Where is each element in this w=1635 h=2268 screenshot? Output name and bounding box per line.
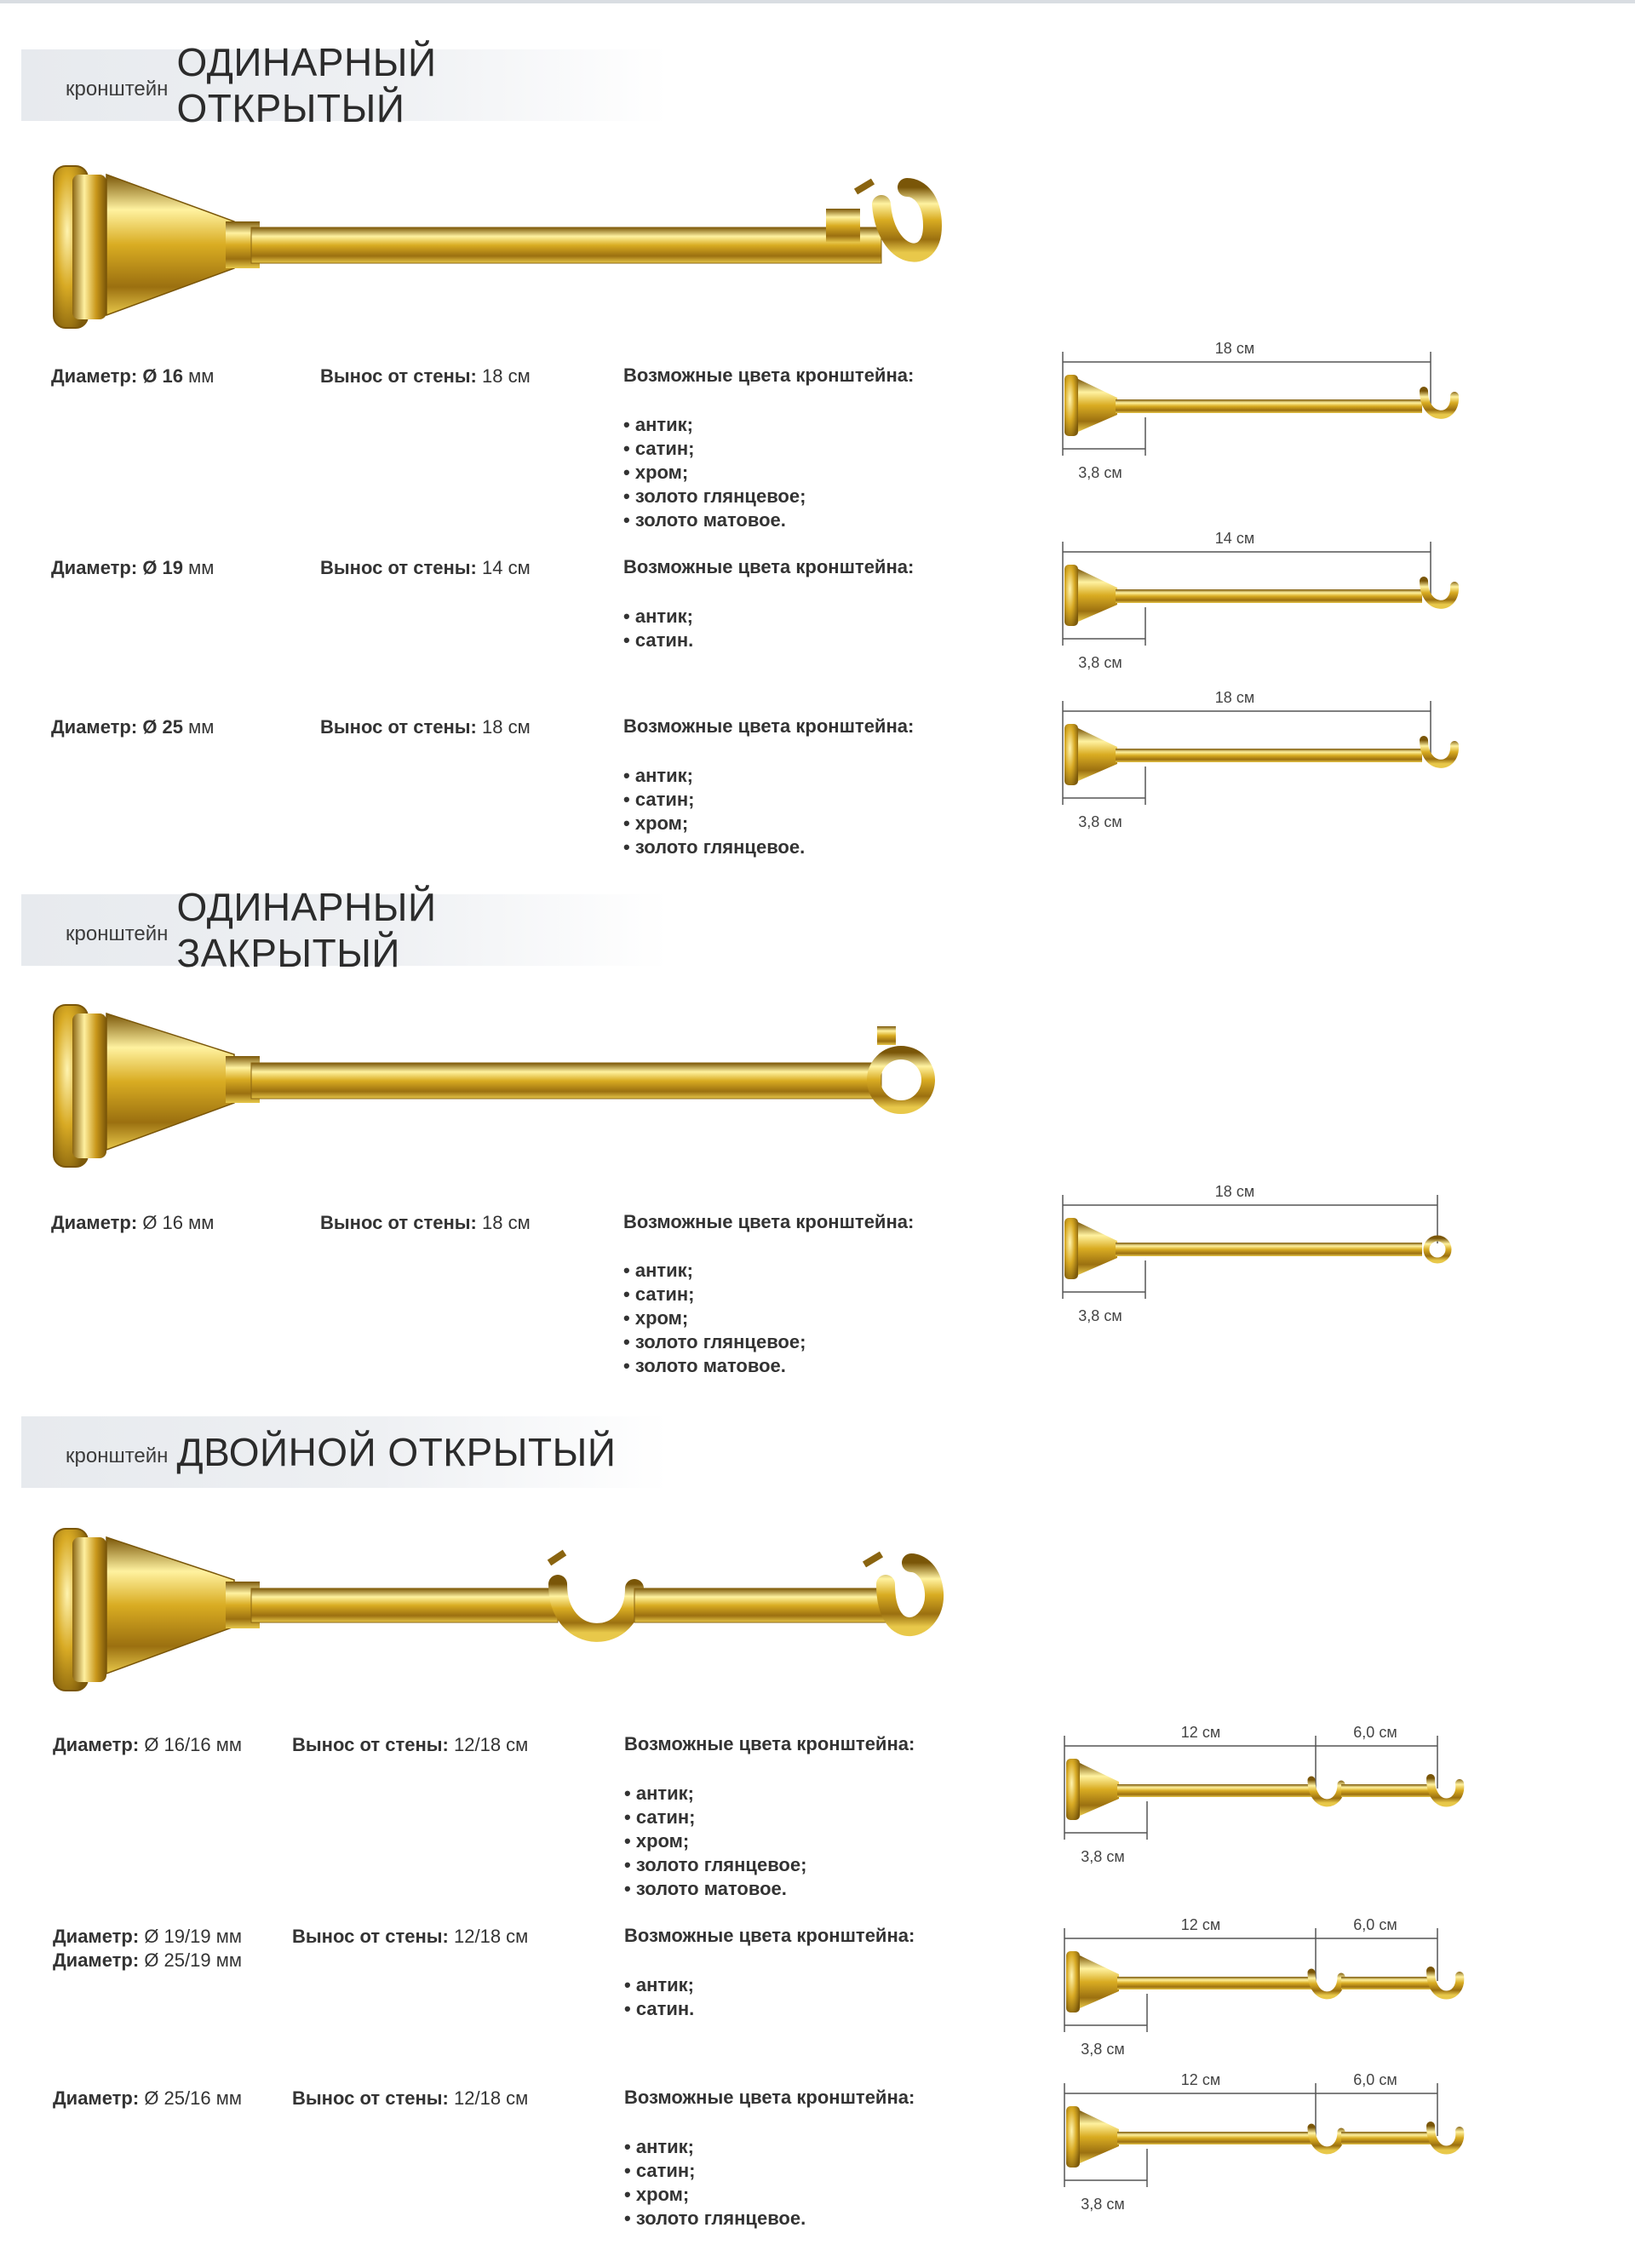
diameter-value: Ø 19 bbox=[142, 557, 184, 578]
reach-label: Вынос от стены: bbox=[292, 2087, 449, 2109]
colors-label: Возможные цвета кронштейна: bbox=[624, 1925, 915, 1946]
list-item: • хром; bbox=[623, 1306, 806, 1330]
bracket-photo-single-closed bbox=[47, 988, 949, 1184]
dimension-diagram bbox=[1056, 336, 1465, 494]
dimension-diagram bbox=[1056, 1180, 1465, 1337]
list-item: • золото матовое. bbox=[623, 1354, 806, 1378]
diameter-label: Диаметр: bbox=[51, 1212, 138, 1233]
list-item: • сатин; bbox=[623, 1283, 806, 1306]
dim-base-label: 3,8 см bbox=[1078, 813, 1122, 830]
list-item: • сатин; bbox=[623, 788, 805, 812]
reach-value: 14 см bbox=[482, 557, 531, 578]
colors-label: Возможные цвета кронштейна: bbox=[623, 365, 915, 386]
list-item: • сатин; bbox=[623, 437, 806, 461]
reach-label: Вынос от стены: bbox=[320, 365, 477, 387]
colors-list bbox=[623, 1259, 806, 1378]
reach-label: Вынос от стены: bbox=[292, 1734, 449, 1755]
list-item: • антик; bbox=[623, 1259, 806, 1283]
dim-base-label: 3,8 см bbox=[1078, 1307, 1122, 1324]
diameter-value: Ø 19/19 мм bbox=[144, 1926, 242, 1947]
dim-second-label: 6,0 см bbox=[1353, 1916, 1397, 1933]
colors-label: Возможные цвета кронштейна: bbox=[624, 2087, 915, 2108]
dimension-diagram-double bbox=[1056, 1904, 1465, 2062]
reach-value: 12/18 см bbox=[454, 1734, 529, 1755]
list-item: • сатин. bbox=[623, 629, 693, 652]
section-heading-double-open bbox=[21, 1416, 668, 1488]
diameter-spec bbox=[53, 1925, 242, 1972]
bracket-photo-single-open bbox=[47, 141, 949, 345]
list-item: • антик; bbox=[623, 764, 805, 788]
dimension-diagram-double bbox=[1056, 2059, 1465, 2217]
reach-label: Вынос от стены: bbox=[320, 1212, 477, 1233]
list-item: • золото матовое. bbox=[624, 1877, 806, 1901]
dim-base-label: 3,8 см bbox=[1081, 2041, 1125, 2058]
list-item: • антик; bbox=[623, 605, 693, 629]
list-item: • сатин. bbox=[624, 1997, 694, 2021]
diameter-label: Диаметр: bbox=[53, 1734, 140, 1755]
diameter-spec bbox=[51, 365, 214, 388]
diameter-label: Диаметр: bbox=[51, 365, 138, 387]
reach-label: Вынос от стены: bbox=[320, 716, 477, 738]
dimension-diagram-double bbox=[1056, 1712, 1465, 1869]
reach-spec bbox=[292, 2087, 528, 2110]
bracket-photo-double-open bbox=[47, 1512, 949, 1708]
reach-label: Вынос от стены: bbox=[320, 557, 477, 578]
section-heading-single-closed bbox=[21, 885, 668, 975]
dim-second-label: 6,0 см bbox=[1353, 2071, 1397, 2088]
dim-top-label: 14 см bbox=[1214, 530, 1255, 547]
list-item: • хром; bbox=[623, 461, 806, 485]
list-item: • хром; bbox=[624, 1829, 806, 1853]
diameter-value: Ø 25 bbox=[142, 716, 184, 738]
reach-value: 12/18 см bbox=[454, 1926, 529, 1947]
list-item: • золото глянцевое; bbox=[623, 1330, 806, 1354]
diameter-label: Диаметр: bbox=[51, 557, 138, 578]
section-prefix: кронштейн bbox=[66, 922, 169, 945]
dim-base-label: 3,8 см bbox=[1078, 464, 1122, 481]
reach-value: 18 см bbox=[482, 365, 531, 387]
dim-second-label: 6,0 см bbox=[1353, 1724, 1397, 1741]
dimension-diagram bbox=[1056, 526, 1465, 684]
section-title: ОДИНАРНЫЙ ЗАКРЫТЫЙ bbox=[176, 885, 437, 975]
dim-top-label: 12 см bbox=[1180, 1916, 1221, 1933]
list-item: • хром; bbox=[623, 812, 805, 835]
reach-spec bbox=[292, 1925, 528, 1949]
reach-value: 18 см bbox=[482, 716, 531, 738]
diameter-value: Ø 16/16 мм bbox=[144, 1734, 242, 1755]
colors-list bbox=[624, 1782, 806, 1901]
reach-spec bbox=[320, 1211, 531, 1235]
colors-list bbox=[623, 764, 805, 859]
section-title: ОДИНАРНЫЙ ОТКРЫТЫЙ bbox=[176, 40, 437, 130]
dim-top-label: 18 см bbox=[1214, 340, 1255, 357]
reach-value: 18 см bbox=[482, 1212, 531, 1233]
list-item: • хром; bbox=[624, 2183, 806, 2207]
list-item: • антик; bbox=[624, 2135, 806, 2159]
list-item: • золото глянцевое; bbox=[623, 485, 806, 508]
diameter-unit: мм bbox=[188, 557, 215, 578]
colors-list bbox=[624, 1973, 694, 2021]
diameter-value: Ø 25/16 мм bbox=[144, 2087, 242, 2109]
colors-label: Возможные цвета кронштейна: bbox=[623, 556, 915, 577]
colors-label: Возможные цвета кронштейна: bbox=[623, 1211, 915, 1232]
diameter-label: Диаметр: bbox=[53, 1926, 140, 1947]
dim-base-label: 3,8 см bbox=[1078, 654, 1122, 671]
list-item: • сатин; bbox=[624, 2159, 806, 2183]
section-prefix: кронштейн bbox=[66, 1444, 169, 1467]
colors-label: Возможные цвета кронштейна: bbox=[624, 1733, 915, 1754]
diameter-unit: мм bbox=[188, 716, 215, 738]
dim-base-label: 3,8 см bbox=[1081, 1848, 1125, 1865]
reach-spec bbox=[320, 556, 531, 580]
section-heading-single-open bbox=[21, 40, 668, 130]
section-prefix: кронштейн bbox=[66, 78, 169, 100]
top-divider bbox=[0, 0, 1635, 3]
diameter-value: Ø 16 bbox=[142, 365, 184, 387]
reach-label: Вынос от стены: bbox=[292, 1926, 449, 1947]
diameter-value-2: Ø 25/19 мм bbox=[144, 1949, 242, 1971]
reach-spec bbox=[292, 1733, 528, 1757]
reach-spec bbox=[320, 715, 531, 739]
diameter-spec bbox=[51, 1211, 214, 1235]
dim-top-label: 18 см bbox=[1214, 1183, 1255, 1200]
diameter-spec bbox=[53, 1733, 242, 1757]
diameter-unit: мм bbox=[188, 365, 215, 387]
dim-top-label: 12 см bbox=[1180, 2071, 1221, 2088]
dimension-diagram bbox=[1056, 686, 1465, 843]
reach-spec bbox=[320, 365, 531, 388]
diameter-value: Ø 16 мм bbox=[142, 1212, 215, 1233]
list-item: • антик; bbox=[623, 413, 806, 437]
list-item: • антик; bbox=[624, 1782, 806, 1806]
reach-value: 12/18 см bbox=[454, 2087, 529, 2109]
section-title: ДВОЙНОЙ ОТКРЫТЫЙ bbox=[176, 1430, 617, 1474]
list-item: • антик; bbox=[624, 1973, 694, 1997]
diameter-spec bbox=[51, 715, 214, 739]
colors-list bbox=[623, 413, 806, 532]
diameter-label: Диаметр: bbox=[53, 2087, 140, 2109]
list-item: • золото матовое. bbox=[623, 508, 806, 532]
diameter-spec bbox=[53, 2087, 242, 2110]
colors-list bbox=[623, 605, 693, 652]
diameter-label: Диаметр: bbox=[51, 716, 138, 738]
list-item: • золото глянцевое. bbox=[623, 835, 805, 859]
list-item: • сатин; bbox=[624, 1806, 806, 1829]
colors-label: Возможные цвета кронштейна: bbox=[623, 715, 915, 737]
list-item: • золото глянцевое; bbox=[624, 1853, 806, 1877]
dim-base-label: 3,8 см bbox=[1081, 2196, 1125, 2213]
diameter-label-2: Диаметр: bbox=[53, 1949, 140, 1971]
dim-top-label: 12 см bbox=[1180, 1724, 1221, 1741]
list-item: • золото глянцевое. bbox=[624, 2207, 806, 2231]
dim-top-label: 18 см bbox=[1214, 689, 1255, 706]
diameter-spec bbox=[51, 556, 214, 580]
colors-list bbox=[624, 2135, 806, 2231]
